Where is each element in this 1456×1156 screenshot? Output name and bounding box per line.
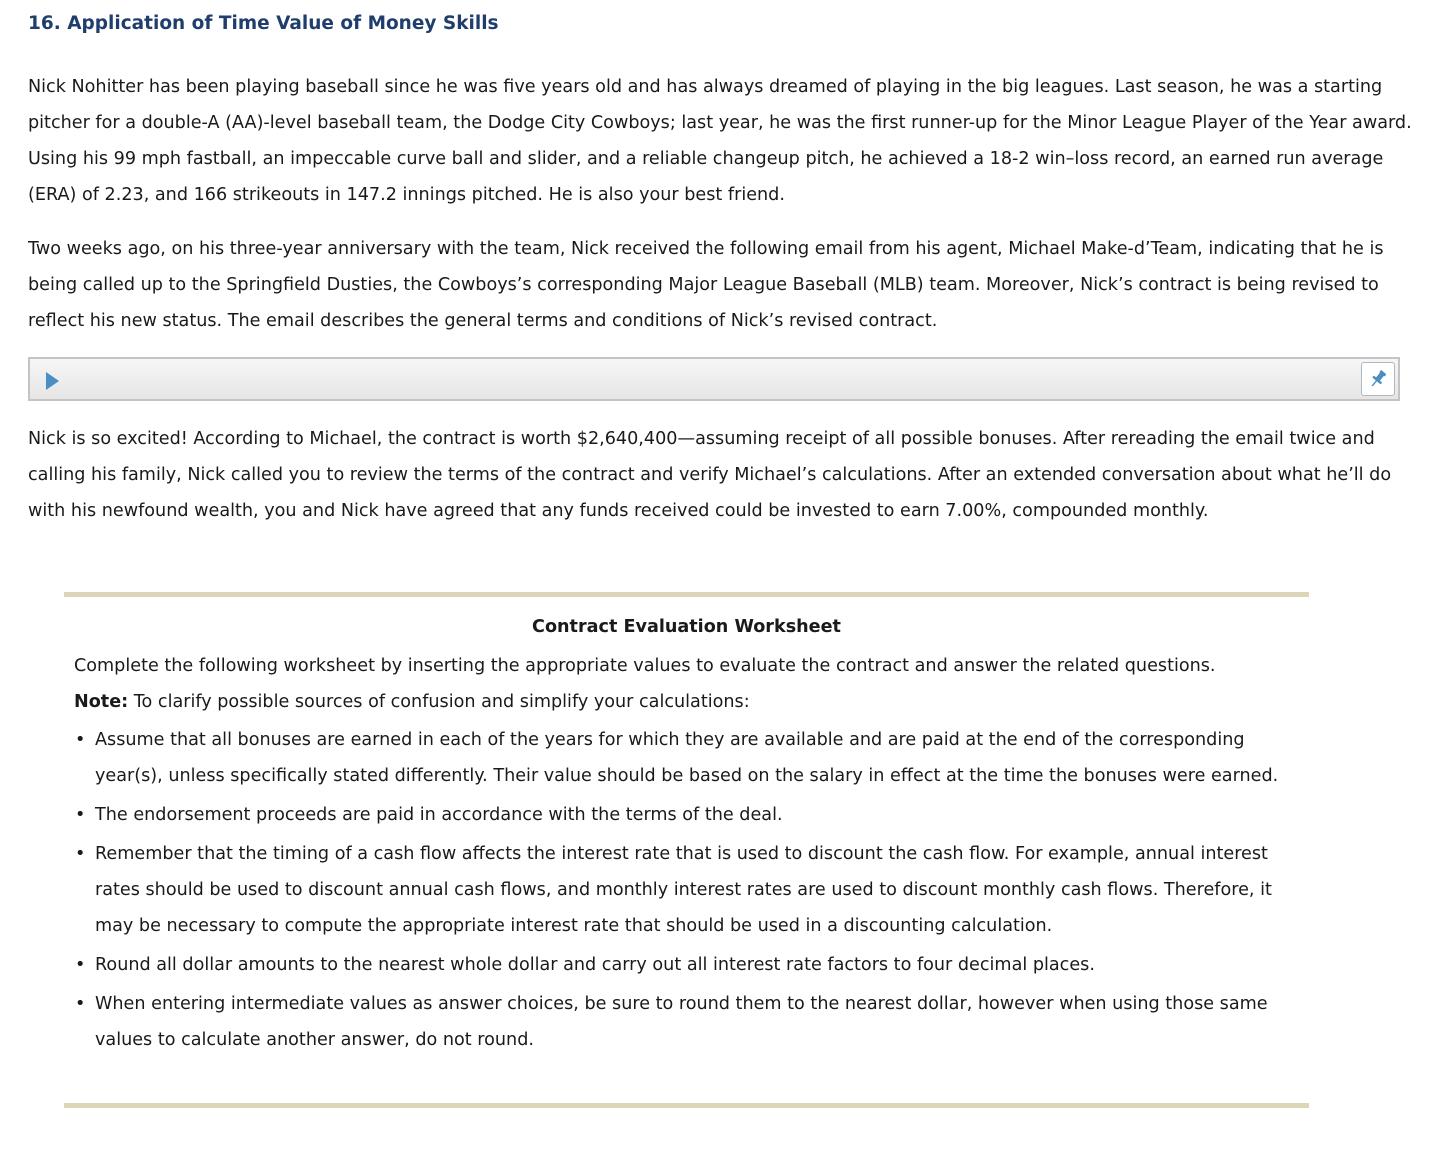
contract-summary-paragraph: Nick is so excited! According to Michael, the contract is worth $2,640,400—assuming receipt of all possible bonuses. After rereading the email twice and calling his family, Nick called you to review the terms of the contract and verify Michael’s calculations. After an extended conversation about what he’ll do with his newfound wealth, you and Nick have agreed that any funds received could be invested to earn 7.00%, compounded monthly. bbox=[28, 429, 1392, 521]
email-context-paragraph: Two weeks ago, on his three-year anniversary with the team, Nick received the following email from his agent, Michael Make-d’Team, indicating that he is being called up to the Springfield Dusties, the Cowboys’s corresponding Major League Baseball (MLB) team. Moreover, Nick’s contract is being revised to reflect his new status. The email describes the general terms and conditions of Nick’s revised contract. bbox=[28, 239, 1384, 331]
list-item: • The endorsement proceeds are paid in accordance with the terms of the deal. bbox=[74, 797, 1304, 833]
play-triangle-icon[interactable] bbox=[46, 372, 59, 390]
page-title: 16. Application of Time Value of Money Skills bbox=[28, 13, 499, 34]
pushpin-icon bbox=[1367, 368, 1389, 390]
worksheet-title: Contract Evaluation Worksheet bbox=[532, 617, 841, 637]
list-item: • Round all dollar amounts to the nearest whole dollar and carry out all interest rate factors to four decimal places. bbox=[74, 947, 1304, 983]
list-item: • When entering intermediate values as answer choices, be sure to round them to the nearest dollar, however when using those same values to calculate another answer, do not round. bbox=[74, 986, 1304, 1058]
contract-worksheet bbox=[64, 592, 1309, 1108]
worksheet-instructions: Complete the following worksheet by inserting the appropriate values to evaluate the contract and answer the related questions. bbox=[74, 656, 1216, 676]
bullet-icon: • bbox=[75, 730, 86, 750]
list-item: • Remember that the timing of a cash flow affects the interest rate that is used to discount the cash flow. For example, annual interest rates should be used to discount annual cash flows, and monthly interest rates are used to discount monthly cash flows. Therefore, it may be necessary to compute the appropriate interest rate that should be used in a discounting calculation. bbox=[74, 836, 1304, 944]
note-text: To clarify possible sources of confusion and simplify your calculations: bbox=[128, 692, 750, 712]
intro-paragraph: Nick Nohitter has been playing baseball since he was five years old and has always dreamed of playing in the big leagues. Last season, he was a starting pitcher for a double-A (AA)-level baseball team, the Dodge City Cowboys; last year, he was the first runner-up for the Minor League Player of the Year award. Using his 99 mph fastball, an impeccable curve ball and slider, and a reliable changeup pitch, he achieved a 18-2 win–loss record, an earned run average (ERA) of 2.23, and 166 strikeouts in 147.2 innings pitched. He is also your best friend. bbox=[28, 77, 1412, 205]
pin-button[interactable] bbox=[1361, 362, 1395, 396]
email-collapsible-panel[interactable] bbox=[28, 357, 1400, 401]
bullet-icon: • bbox=[75, 994, 86, 1014]
bullet-icon: • bbox=[75, 805, 86, 825]
note-label: Note: bbox=[74, 692, 129, 712]
bullet-icon: • bbox=[75, 844, 86, 864]
worksheet-assumptions-list bbox=[74, 722, 1304, 1061]
worksheet-note bbox=[74, 684, 750, 720]
list-item: • Assume that all bonuses are earned in each of the years for which they are available and are paid at the end of the corresponding year(s), unless specifically stated differently. Their value should be based on the salary in effect at the time the bonuses were earned. bbox=[74, 722, 1304, 794]
bullet-icon: • bbox=[75, 955, 86, 975]
